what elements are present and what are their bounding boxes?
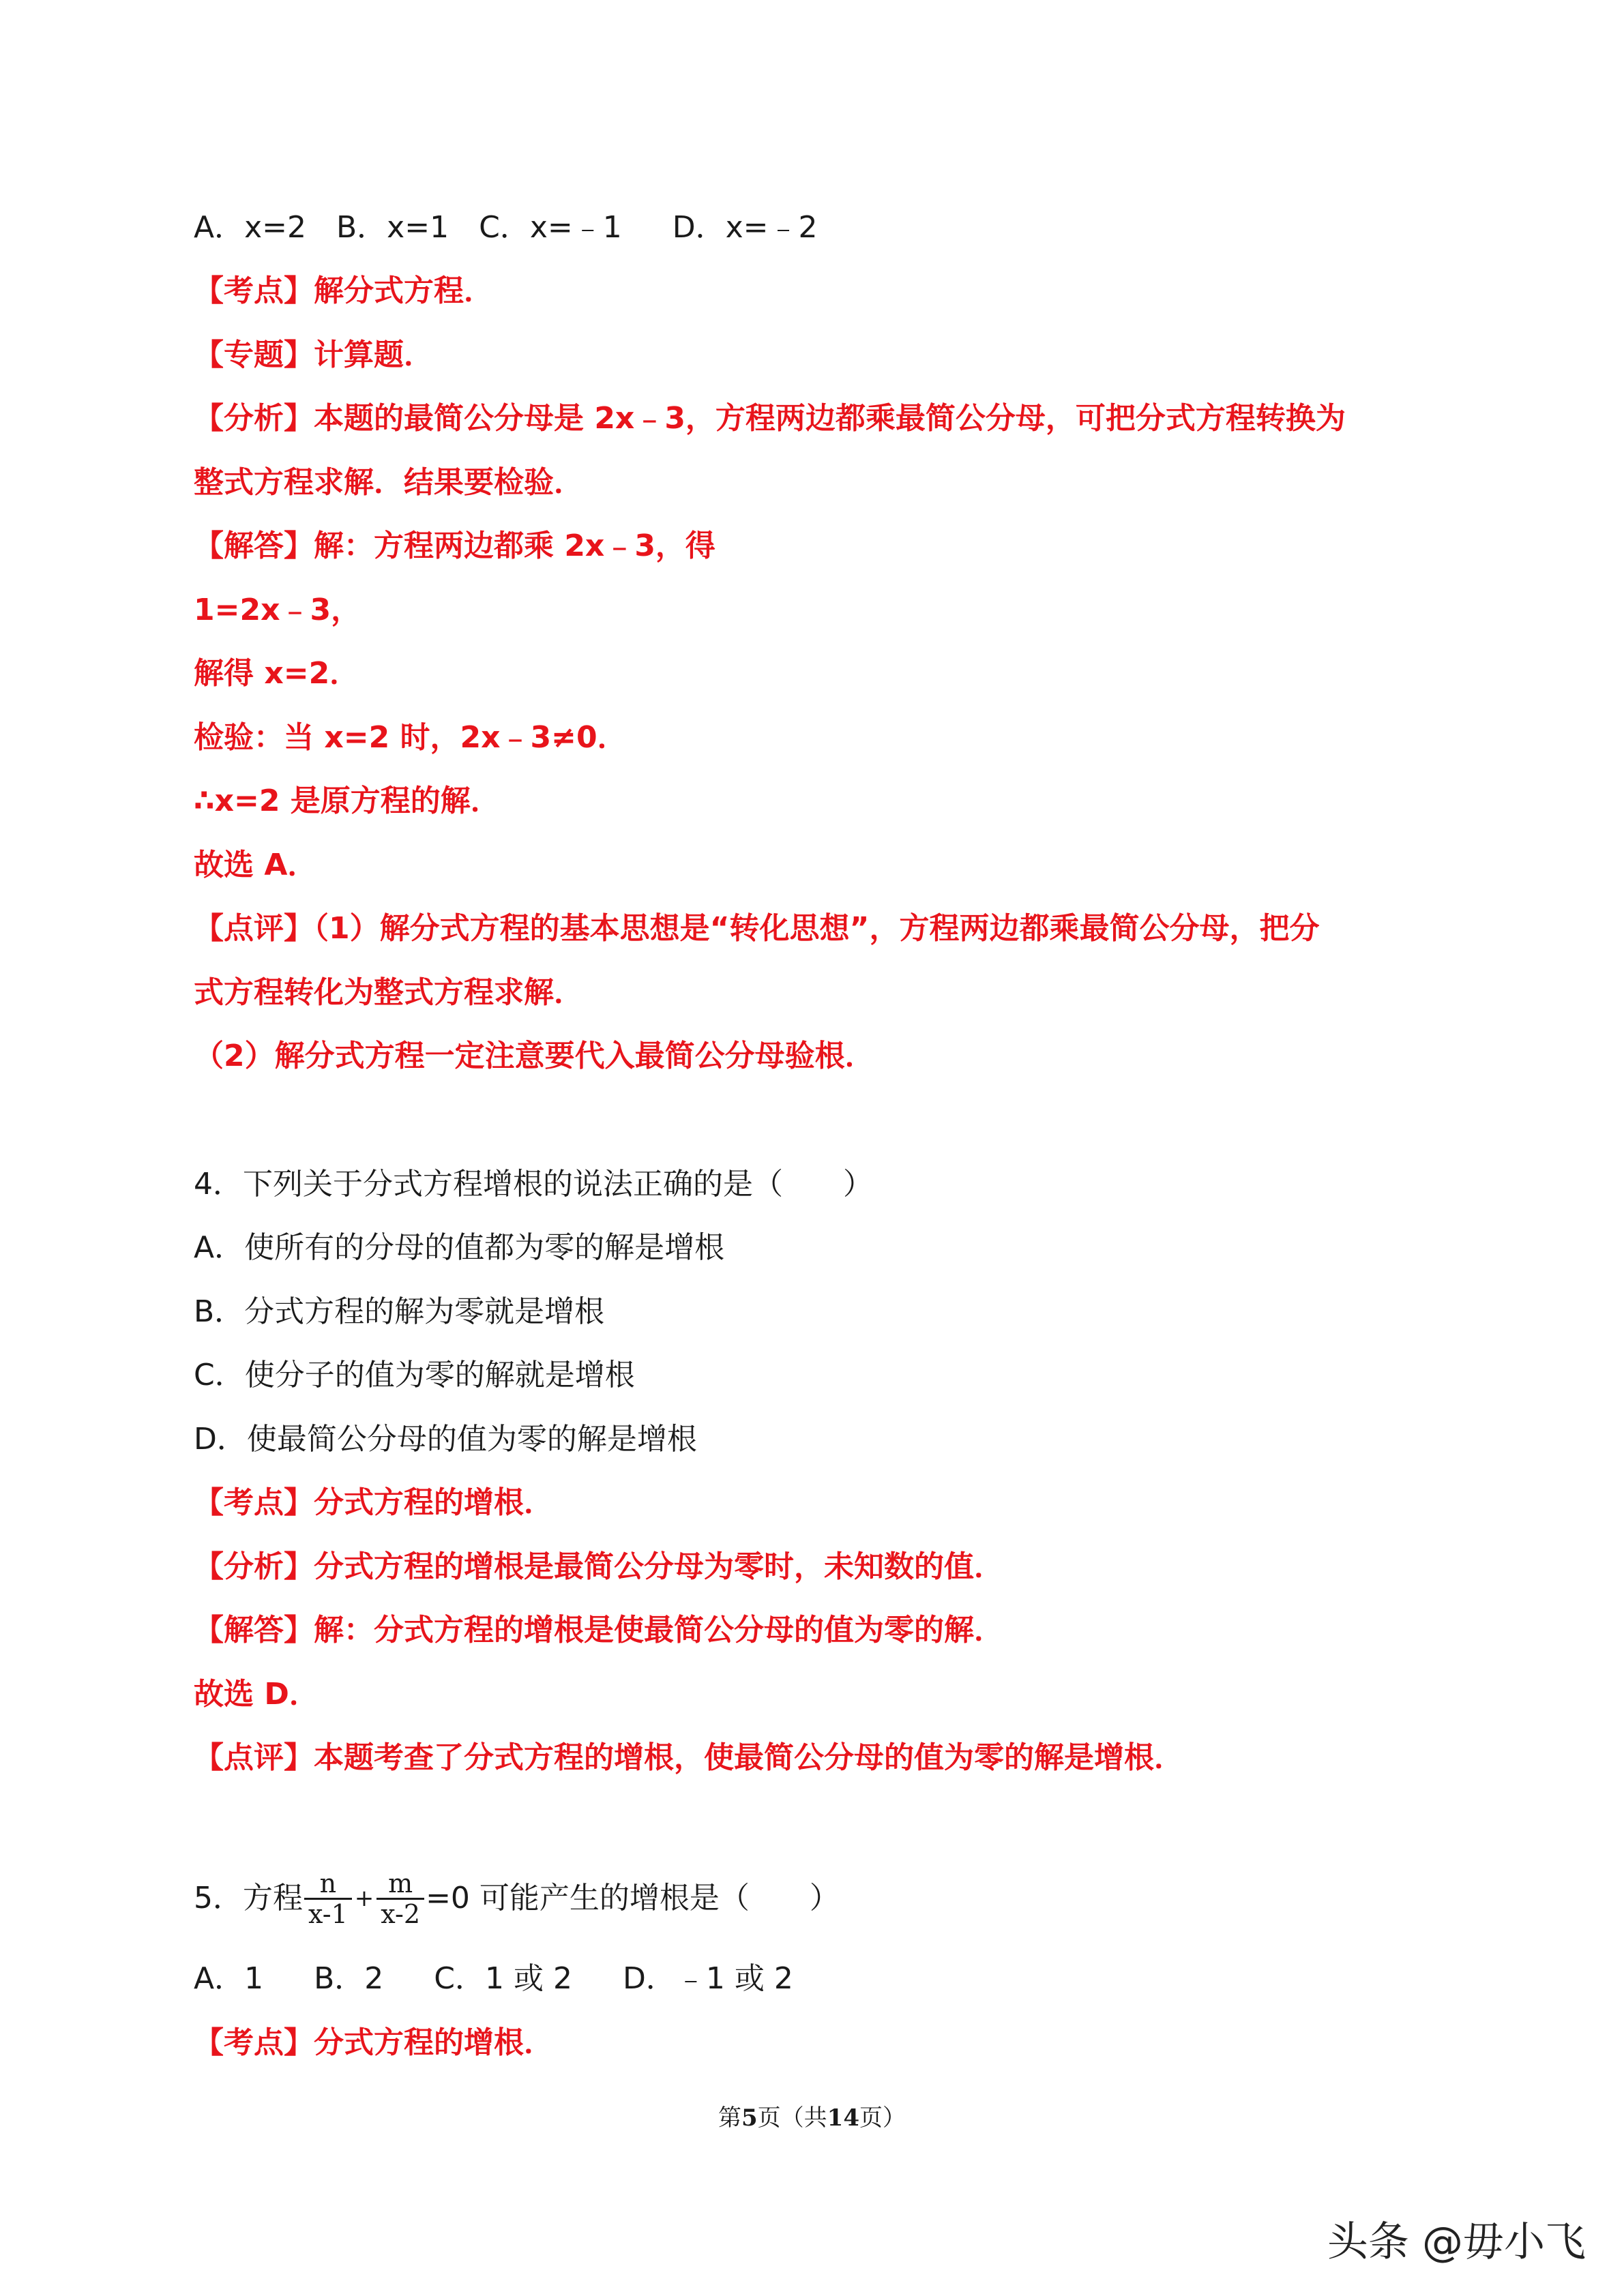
q3-dianping-line3: （2）解分式方程一定注意要代入最简公分母验根． [194, 1039, 875, 1073]
q3-jieda-line1: 【解答】解：方程两边都乘 2x﹣3，得 [194, 528, 715, 563]
q3-option-a: A．x=2 [194, 210, 306, 245]
q3-fenxi-line2: 整式方程求解．结果要检验． [194, 465, 584, 500]
q4-fenxi: 【分析】分式方程的增根是最简公分母为零时，未知数的值． [194, 1549, 1004, 1584]
q4-option-d: D．使最简公分母的值为零的解是增根 [194, 1422, 697, 1457]
q5-stem-prefix: 5．方程 [194, 1881, 303, 1915]
q5-fraction-2 [377, 1869, 424, 1928]
q4-option-b: B．分式方程的解为零就是增根 [194, 1294, 605, 1329]
q5-fraction-2-numerator: m [377, 1869, 424, 1900]
q3-kaodian: 【考点】解分式方程． [194, 273, 494, 308]
q4-kaodian: 【考点】分式方程的增根． [194, 1485, 554, 1520]
footer-prefix: 第 [718, 2104, 741, 2132]
footer-total-pages: 14 [827, 2104, 859, 2132]
q4-guxuan: 故选 D． [194, 1677, 319, 1712]
page-footer [0, 2099, 1624, 2132]
q5-stem [194, 1863, 840, 1933]
q4-jieda: 【解答】解：分式方程的增根是使最简公分母的值为零的解． [194, 1613, 1004, 1648]
q4-dianping: 【点评】本题考查了分式方程的增根，使最简公分母的值为零的解是增根． [194, 1740, 1184, 1775]
watermark: 头条 @毋小飞 [1327, 2218, 1586, 2266]
q3-options [194, 207, 818, 248]
q5-fraction-1-numerator: n [304, 1869, 352, 1900]
q5-kaodian: 【考点】分式方程的增根． [194, 2025, 554, 2060]
q3-zhuanti: 【专题】计算题． [194, 338, 434, 372]
q5-fraction-2-denominator: x-2 [381, 1898, 421, 1929]
q5-option-a: A．1 [194, 1961, 264, 1996]
q3-fenxi-line1: 【分析】本题的最简公分母是 2x﹣3，方程两边都乘最简公分母，可把分式方程转换为 [194, 401, 1346, 436]
q3-jieda-line3: 解得 x=2． [194, 656, 360, 691]
q3-option-d: D．x=﹣2 [672, 210, 818, 245]
q3-dianping-line1: 【点评】（1）解分式方程的基本思想是“转化思想”，方程两边都乘最简公分母，把分 [194, 911, 1320, 946]
q3-jieda-line2: 1=2x﹣3， [194, 593, 361, 627]
q5-fraction-1 [304, 1869, 352, 1928]
q5-plus-sign: + [354, 1885, 374, 1912]
q3-jieda-line5: ∴x=2 是原方程的解． [194, 784, 501, 818]
q3-dianping-line2: 式方程转化为整式方程求解． [194, 975, 584, 1010]
q3-jieda-line4: 检验：当 x=2 时，2x﹣3≠0． [194, 720, 628, 755]
q5-option-b: B．2 [314, 1961, 384, 1996]
q5-option-c: C．1 或 2 [434, 1961, 572, 1996]
q4-option-a: A．使所有的分母的值都为零的解是增根 [194, 1230, 725, 1265]
q3-option-c: C．x=﹣1 [479, 210, 622, 245]
q5-stem-suffix: =0 可能产生的增根是（ ） [426, 1881, 840, 1915]
q5-fraction-1-denominator: x-1 [308, 1898, 348, 1929]
q3-option-b: B．x=1 [336, 210, 449, 245]
q3-jieda-line6: 故选 A． [194, 848, 318, 882]
q5-option-d: D．﹣1 或 2 [622, 1961, 793, 1996]
footer-page-number: 5 [741, 2104, 758, 2132]
q4-stem: 4．下列关于分式方程增根的说法正确的是（ ） [194, 1167, 873, 1202]
q4-option-c: C．使分子的值为零的解就是增根 [194, 1358, 635, 1392]
footer-suffix: 页） [859, 2104, 906, 2132]
footer-middle: 页（共 [757, 2104, 827, 2132]
q5-options [194, 1958, 793, 1999]
